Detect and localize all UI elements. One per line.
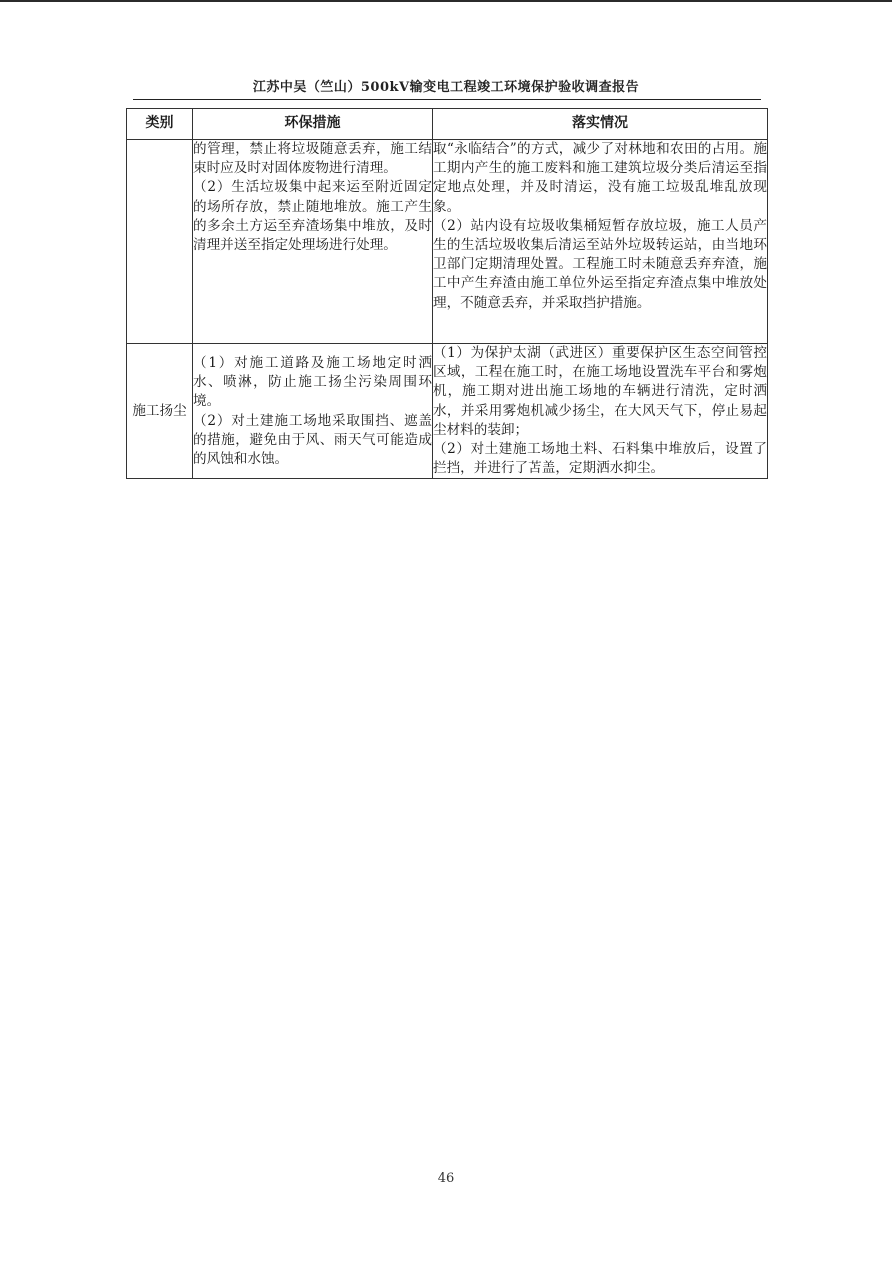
environmental-measures-table (126, 108, 768, 479)
measure-paragraph: （1）对施工道路及施工场地定时洒水、喷淋，防止施工扬尘污染周围环境。 (193, 355, 432, 410)
row-implementation (433, 344, 768, 479)
page-top-rule (0, 0, 892, 2)
measure-paragraph: （2）对土建施工场地采取围挡、遮盖的措施，避免由于风、雨天气可能造成的风蚀和水蚀。 (193, 412, 432, 468)
header-rule (133, 99, 761, 100)
row-measures (193, 344, 433, 479)
row-category (127, 140, 193, 344)
implementation-paragraph: （2）对土建施工场地土料、石料集中堆放后，设置了拦挡，并进行了苫盖，定期洒水抑尘。 (433, 441, 767, 477)
column-header-category: 类别 (127, 109, 193, 140)
implementation-paragraph: （1）为保护太湖（武进区）重要保护区生态空间管控区域，工程在施工时，在施工场地设置洗车平台和雾炮机，施工期对进出施工场地的车辆进行清洗，定时洒水，并采用雾炮机减少扬尘，在大风天气下，停止易起尘材料的装卸； (433, 345, 767, 438)
table-row (127, 344, 768, 479)
measure-paragraph: （2）生活垃圾集中起来运至附近固定的场所存放，禁止随地堆放。施工产生的多余土方运至弃渣场集中堆放，及时清理并送至指定处理场进行处理。 (193, 179, 432, 254)
row-category: 施工扬尘 (127, 344, 193, 479)
implementation-paragraph: 取“永临结合”的方式，减少了对林地和农田的占用。施工期内产生的施工废料和施工建筑垃圾分类后清运至指定地点处理，并及时清运，没有施工垃圾乱堆乱放现象。 (433, 141, 767, 215)
table-header-row (127, 109, 768, 140)
column-header-implementation: 落实情况 (433, 109, 768, 140)
implementation-paragraph: （2）站内设有垃圾收集桶短暂存放垃圾，施工人员产生的生活垃圾收集后清运至站外垃圾转运站，由当地环卫部门定期清理处置。工程施工时未随意丢弃弃渣，施工中产生弃渣由施工单位外运至指定弃渣点集中堆放处理，不随意丢弃，并采取挡护措施。 (433, 217, 767, 311)
table-row (127, 140, 768, 344)
column-header-measures: 环保措施 (193, 109, 433, 140)
running-header: 江苏中吴（竺山）500kV输变电工程竣工环境保护验收调查报告 (252, 80, 640, 95)
page-number: 46 (437, 1171, 455, 1186)
row-measures (193, 140, 433, 344)
measure-paragraph: 的管理，禁止将垃圾随意丢弃，施工结束时应及时对固体废物进行清理。 (193, 141, 432, 177)
row-implementation (433, 140, 768, 344)
